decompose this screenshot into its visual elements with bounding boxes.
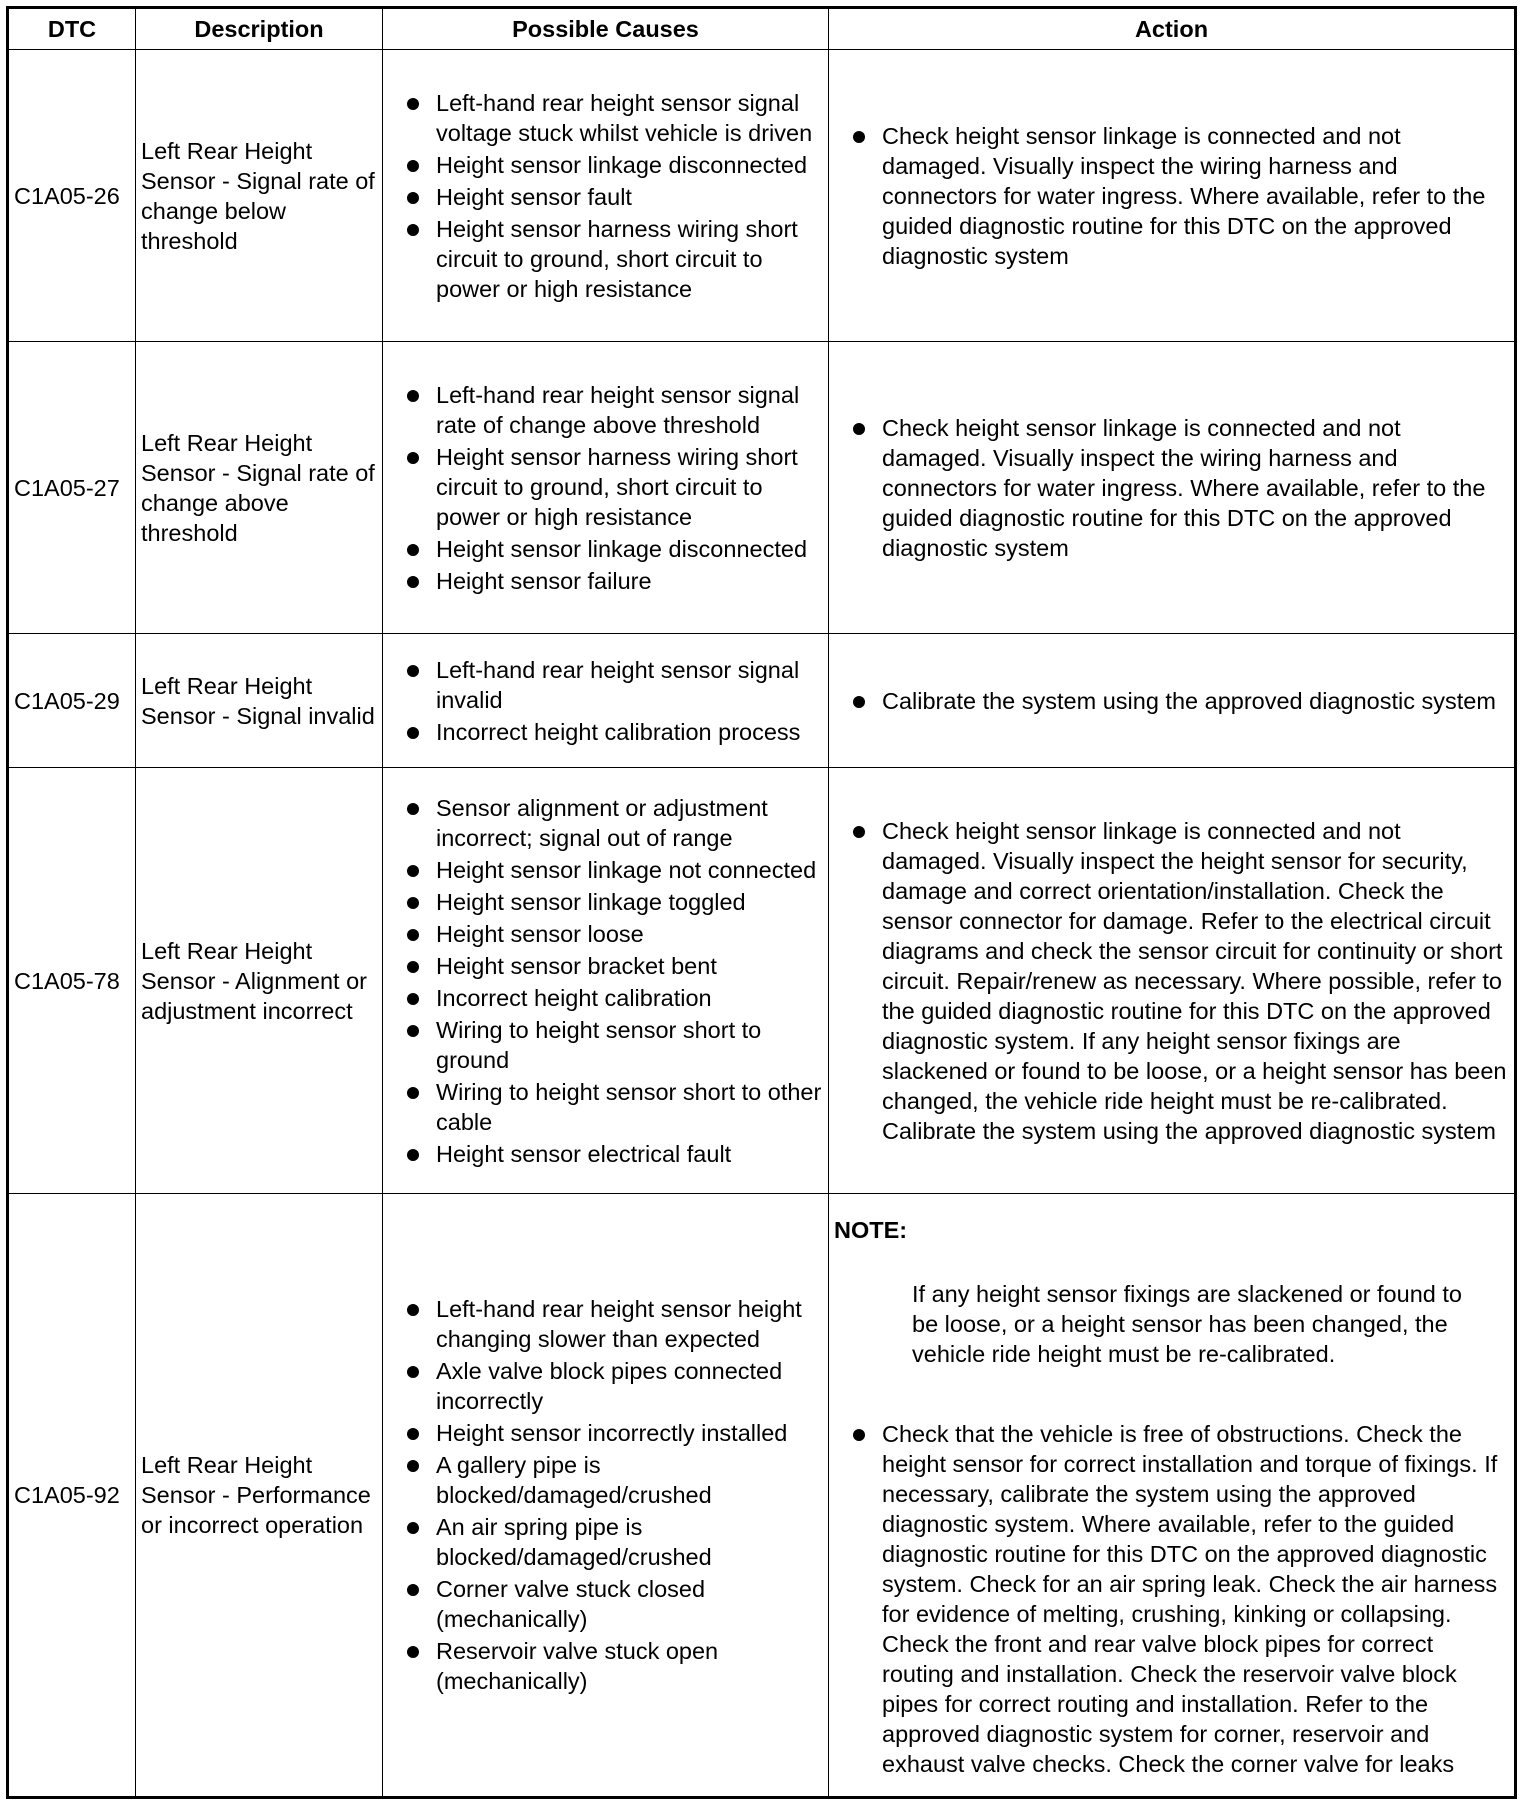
table-header-row [8, 8, 1516, 50]
cause-item: Left-hand rear height sensor signal invalid [388, 655, 823, 715]
note-text: If any height sensor fixings are slackened or found to be loose, or a height sensor has been changed, the vehicle ride height must be re-calibrated. [912, 1281, 1462, 1367]
action-item: Check that the vehicle is free of obstructions. Check the height sensor for correct installation and torque of fixings. If necessary, calibrate the system using the approved diagnostic system. Where available, refer to the guided diagnostic routine for this DTC on the approved diagnostic system. Check for an air spring leak. Check the air harness for evidence of melting, crushing, kinking or collapsing. Check the front and rear valve block pipes for correct routing and installation. Check the reservoir valve block pipes for correct routing and installation. Refer to the approved diagnostic system for corner, reservoir and exhaust valve checks. Check the corner valve for leaks [834, 1419, 1509, 1779]
dtc-description: Left Rear Height Sensor - Signal rate of change below threshold [136, 50, 383, 342]
actions-list [834, 121, 1509, 271]
action-item: Check height sensor linkage is connected and not damaged. Visually inspect the height sensor for security, damage and correct orientation/installation. Check the sensor connector for damage. Refer to the electrical circuit diagrams and check the sensor circuit for continuity or short circuit. Repair/renew as necessary. Where possible, refer to the guided diagnostic routine for this DTC on the approved diagnostic system. If any height sensor fixings are slackened or found to be loose, or a height sensor has been changed, the vehicle ride height must be re-calibrated. Calibrate the system using the approved diagnostic system [834, 816, 1509, 1146]
actions-list [834, 413, 1509, 563]
dtc-description: Left Rear Height Sensor - Performance or incorrect operation [136, 1194, 383, 1798]
cause-item: Height sensor linkage toggled [388, 887, 823, 917]
column-header-action: Action [829, 8, 1516, 50]
action-cell [829, 768, 1516, 1194]
possible-causes [383, 634, 829, 768]
dtc-table [6, 6, 1517, 1799]
cause-item: Height sensor harness wiring short circuit to ground, short circuit to power or high resistance [388, 442, 823, 532]
table-row [8, 1194, 1516, 1798]
table-row [8, 342, 1516, 634]
causes-list [388, 655, 823, 747]
causes-list [388, 793, 823, 1169]
cause-item: Height sensor harness wiring short circuit to ground, short circuit to power or high resistance [388, 214, 823, 304]
dtc-description: Left Rear Height Sensor - Signal rate of change above threshold [136, 342, 383, 634]
action-item: Check height sensor linkage is connected and not damaged. Visually inspect the wiring harness and connectors for water ingress. Where available, refer to the guided diagnostic routine for this DTC on the approved diagnostic system [834, 121, 1509, 271]
actions-list [834, 816, 1509, 1146]
cause-item: Axle valve block pipes connected incorrectly [388, 1356, 823, 1416]
cause-item: Sensor alignment or adjustment incorrect; signal out of range [388, 793, 823, 853]
action-item: Check height sensor linkage is connected and not damaged. Visually inspect the wiring harness and connectors for water ingress. Where available, refer to the guided diagnostic routine for this DTC on the approved diagnostic system [834, 413, 1509, 563]
table-row [8, 768, 1516, 1194]
column-header-dtc: DTC [8, 8, 136, 50]
cause-item: An air spring pipe is blocked/damaged/crushed [388, 1512, 823, 1572]
possible-causes [383, 342, 829, 634]
possible-causes [383, 1194, 829, 1798]
cause-item: Height sensor linkage disconnected [388, 150, 823, 180]
table-row [8, 634, 1516, 768]
action-cell [829, 342, 1516, 634]
table-row [8, 50, 1516, 342]
dtc-description: Left Rear Height Sensor - Alignment or adjustment incorrect [136, 768, 383, 1194]
cause-item: Height sensor linkage disconnected [388, 534, 823, 564]
note-label: NOTE: [834, 1217, 908, 1243]
dtc-code: C1A05-78 [8, 768, 136, 1194]
action-cell [829, 50, 1516, 342]
cause-item: Height sensor electrical fault [388, 1139, 823, 1169]
dtc-description: Left Rear Height Sensor - Signal invalid [136, 634, 383, 768]
cause-item: Reservoir valve stuck open (mechanically) [388, 1636, 823, 1696]
column-header-description: Description [136, 8, 383, 50]
cause-item: Wiring to height sensor short to ground [388, 1015, 823, 1075]
cause-item: A gallery pipe is blocked/damaged/crushed [388, 1450, 823, 1510]
cause-item: Left-hand rear height sensor signal voltage stuck whilst vehicle is driven [388, 88, 823, 148]
dtc-code: C1A05-27 [8, 342, 136, 634]
column-header-causes: Possible Causes [383, 8, 829, 50]
causes-list [388, 380, 823, 596]
dtc-code: C1A05-29 [8, 634, 136, 768]
dtc-page [6, 6, 1514, 1794]
cause-item: Height sensor incorrectly installed [388, 1418, 823, 1448]
cause-item: Wiring to height sensor short to other cable [388, 1077, 823, 1137]
causes-list [388, 88, 823, 304]
cause-item: Left-hand rear height sensor height changing slower than expected [388, 1294, 823, 1354]
action-cell [829, 1194, 1516, 1798]
possible-causes [383, 768, 829, 1194]
dtc-code: C1A05-92 [8, 1194, 136, 1798]
cause-item: Left-hand rear height sensor signal rate of change above threshold [388, 380, 823, 440]
cause-item: Incorrect height calibration [388, 983, 823, 1013]
action-item: Calibrate the system using the approved diagnostic system [834, 686, 1509, 716]
actions-list [834, 1419, 1509, 1779]
cause-item: Height sensor linkage not connected [388, 855, 823, 885]
causes-list [388, 1294, 823, 1696]
cause-item: Height sensor failure [388, 566, 823, 596]
actions-list [834, 686, 1509, 716]
cause-item: Height sensor bracket bent [388, 951, 823, 981]
possible-causes [383, 50, 829, 342]
cause-item: Corner valve stuck closed (mechanically) [388, 1574, 823, 1634]
action-cell [829, 634, 1516, 768]
cause-item: Height sensor loose [388, 919, 823, 949]
cause-item: Height sensor fault [388, 182, 823, 212]
dtc-code: C1A05-26 [8, 50, 136, 342]
cause-item: Incorrect height calibration process [388, 717, 823, 747]
